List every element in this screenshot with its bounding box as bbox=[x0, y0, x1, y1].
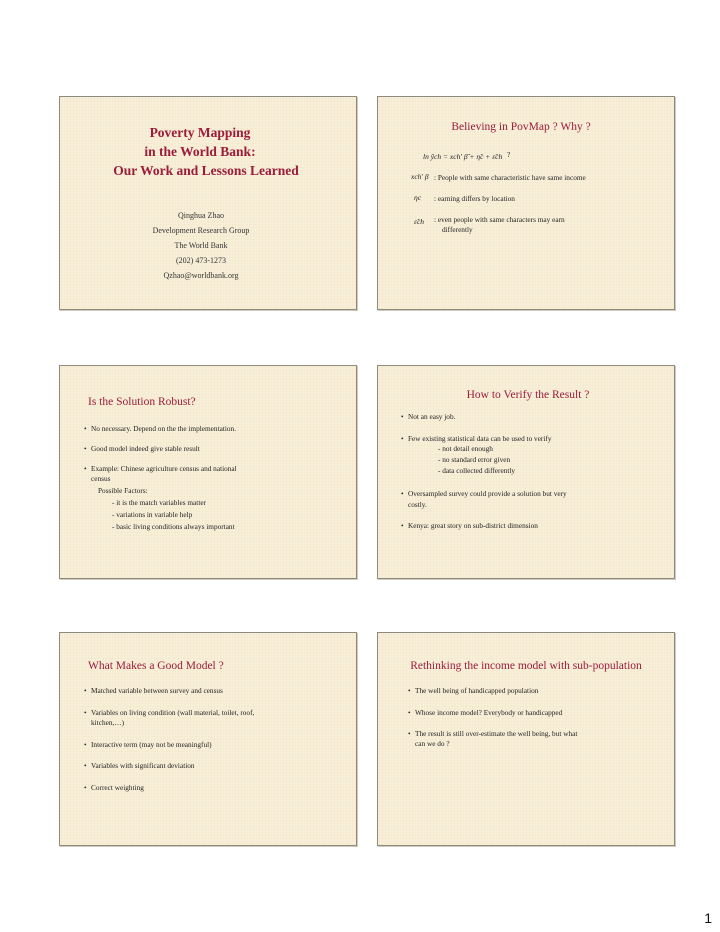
bullet-continuation: kitchen,…) bbox=[91, 718, 125, 727]
sub-item: - variations in variable help bbox=[112, 510, 193, 519]
bullet-item: • Variables on living condition (wall material, toilet, roof, bbox=[84, 708, 255, 717]
slide-good-model bbox=[59, 632, 357, 846]
bullet-item: • Matched variable between survey and census bbox=[84, 686, 223, 695]
bullet-item: • Not an easy job. bbox=[401, 412, 456, 421]
bullet-item: • Example: Chinese agriculture census and national bbox=[84, 464, 237, 473]
page-number: 1 bbox=[704, 910, 712, 926]
slide-title-page bbox=[59, 96, 357, 310]
bullet-item: • Good model indeed give stable result bbox=[84, 444, 200, 453]
term-description: : even people with same characters may earn bbox=[434, 215, 565, 224]
term-description: : earning differs by location bbox=[434, 194, 515, 203]
equation-question-mark: ? bbox=[507, 150, 511, 159]
sub-item: - basic living conditions always important bbox=[112, 522, 235, 531]
bullet-item: • Interactive term (may not be meaningful) bbox=[84, 740, 212, 749]
bullet-item: • Correct weighting bbox=[84, 783, 144, 792]
slide-title: Is the Solution Robust? bbox=[88, 396, 196, 408]
slide-title-line-3: Our Work and Lessons Learned bbox=[113, 163, 299, 178]
author-department: Development Research Group bbox=[152, 226, 250, 235]
sub-item: - data collected differently bbox=[438, 466, 516, 475]
bullet-continuation: costly. bbox=[408, 500, 427, 509]
slide-title: Rethinking the income model with sub-population bbox=[410, 660, 642, 672]
author-name: Qinghua Zhao bbox=[178, 211, 224, 220]
author-phone: (202) 473-1273 bbox=[176, 256, 226, 265]
author-organization: The World Bank bbox=[174, 241, 228, 250]
subhead-possible-factors: Possible Factors: bbox=[98, 486, 148, 495]
slide-title-line-2: in the World Bank: bbox=[144, 144, 256, 159]
bullet-item: • Whose income model? Everybody or handicapped bbox=[408, 708, 563, 717]
slide-title-line-1: Poverty Mapping bbox=[149, 125, 251, 140]
sub-item: - no standard error given bbox=[438, 455, 511, 464]
bullet-item: • No necessary. Depend on the the implementation. bbox=[84, 424, 237, 433]
bullet-item: • Kenya: great story on sub-district dimension bbox=[401, 521, 538, 530]
sub-item: - not detail enough bbox=[438, 444, 493, 453]
bullet-item: • The result is still over-estimate the well being, but what bbox=[408, 729, 578, 738]
sub-item: - it is the match variables matter bbox=[112, 498, 207, 507]
slide-title: What Makes a Good Model ? bbox=[88, 660, 224, 672]
bullet-continuation: can we do ? bbox=[415, 739, 450, 748]
slide-title: Believing in PovMap ? Why ? bbox=[451, 121, 591, 133]
slide-believing-in-povmap bbox=[377, 96, 675, 310]
term-symbol-x-beta: xch' β bbox=[411, 172, 429, 181]
slide-how-to-verify bbox=[377, 365, 675, 579]
term-symbol-eta: ηc bbox=[414, 193, 422, 202]
slide-title: How to Verify the Result ? bbox=[466, 389, 590, 401]
bullet-item: • Variables with significant deviation bbox=[84, 761, 195, 770]
slide-rethinking-income-model bbox=[377, 632, 675, 846]
bullet-item: • Oversampled survey could provide a solution but very bbox=[401, 489, 567, 498]
bullet-item: • Few existing statistical data can be used to verify bbox=[401, 434, 552, 443]
model-equation: ln ỹch = xch' β̃ + η̃c + ε̃ch bbox=[423, 152, 503, 161]
bullet-item: • The well being of handicapped population bbox=[408, 686, 539, 695]
slide-is-solution-robust bbox=[59, 365, 357, 579]
bullet-continuation: census bbox=[91, 474, 111, 483]
term-symbol-epsilon: ε̃ch bbox=[414, 217, 425, 226]
author-email: Qzhao@worldbank.org bbox=[163, 271, 239, 280]
term-description: : People with same characteristic have same income bbox=[434, 173, 586, 182]
term-description-continued: differently bbox=[442, 225, 473, 234]
